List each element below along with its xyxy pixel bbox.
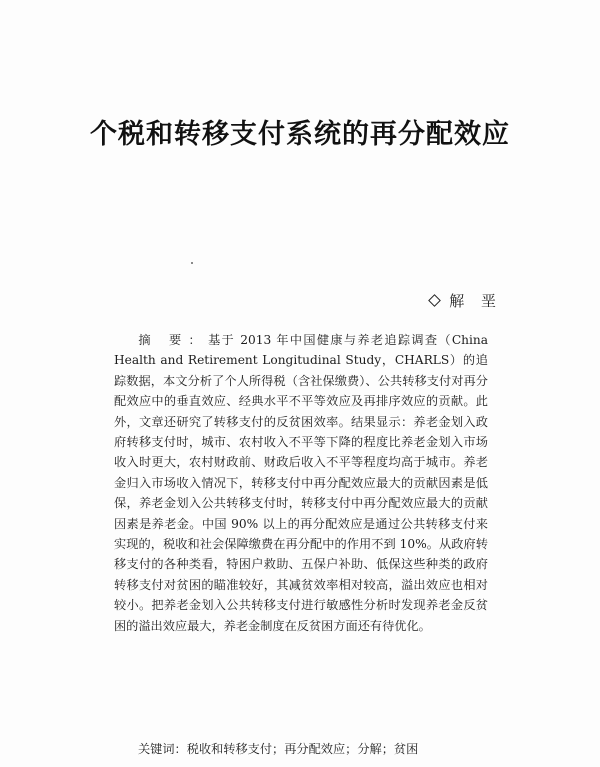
- keywords-line: [138, 740, 498, 758]
- abstract-paragraph: [114, 330, 488, 636]
- diamond-icon: [428, 294, 441, 307]
- scan-speck: [191, 262, 193, 264]
- article-title: 个税和转移支付系统的再分配效应: [90, 119, 510, 150]
- abstract-label: 摘 要：: [138, 333, 209, 347]
- abstract-text: 基于 2013 年中国健康与养老追踪调查（China Health and Retirement Longitudinal Study，CHARLS）的追踪数据，本文分析了个人所得税（含社保缴费）、公共转移支付对再分配效应中的垂直效应、经典水平不平等效应及再排序效应的贡献。此外，文章还研究了转移支付的反贫困效率。结果显示：养老金划入政府转移支付时，城市、农村收入不平等下降的程度比养老金划入市场收入时更大，农村财政前、财政后收入不平等程度均高于城市。养老金归入市场收入情况下，转移支付中再分配效应最大的贡献因素是低保，养老金划入公共转移支付时，转移支付中再分配效应最大的贡献因素是养老金。中国 90% 以上的再分配效应是通过公共转移支付来实现的，税收和社会保障缴费在再分配中的作用不到 10%。从政府转移支付的各种类看，特困户救助、五保户补助、低保这些种类的政府转移支付对贫困的瞄准较好，其减贫效率相对较高，溢出效应也相对较小。把养老金划入公共转移支付进行敏感性分析时发现养老金反贫困的溢出效应最大，养老金制度在反贫困方面还有待优化。: [114, 333, 489, 633]
- author-name: 解 垩: [449, 292, 502, 310]
- keywords-text: 税收和转移支付；再分配效应；分解；贫困: [186, 742, 419, 756]
- author-line: [430, 290, 502, 311]
- keywords-label: 关键词：: [138, 742, 187, 756]
